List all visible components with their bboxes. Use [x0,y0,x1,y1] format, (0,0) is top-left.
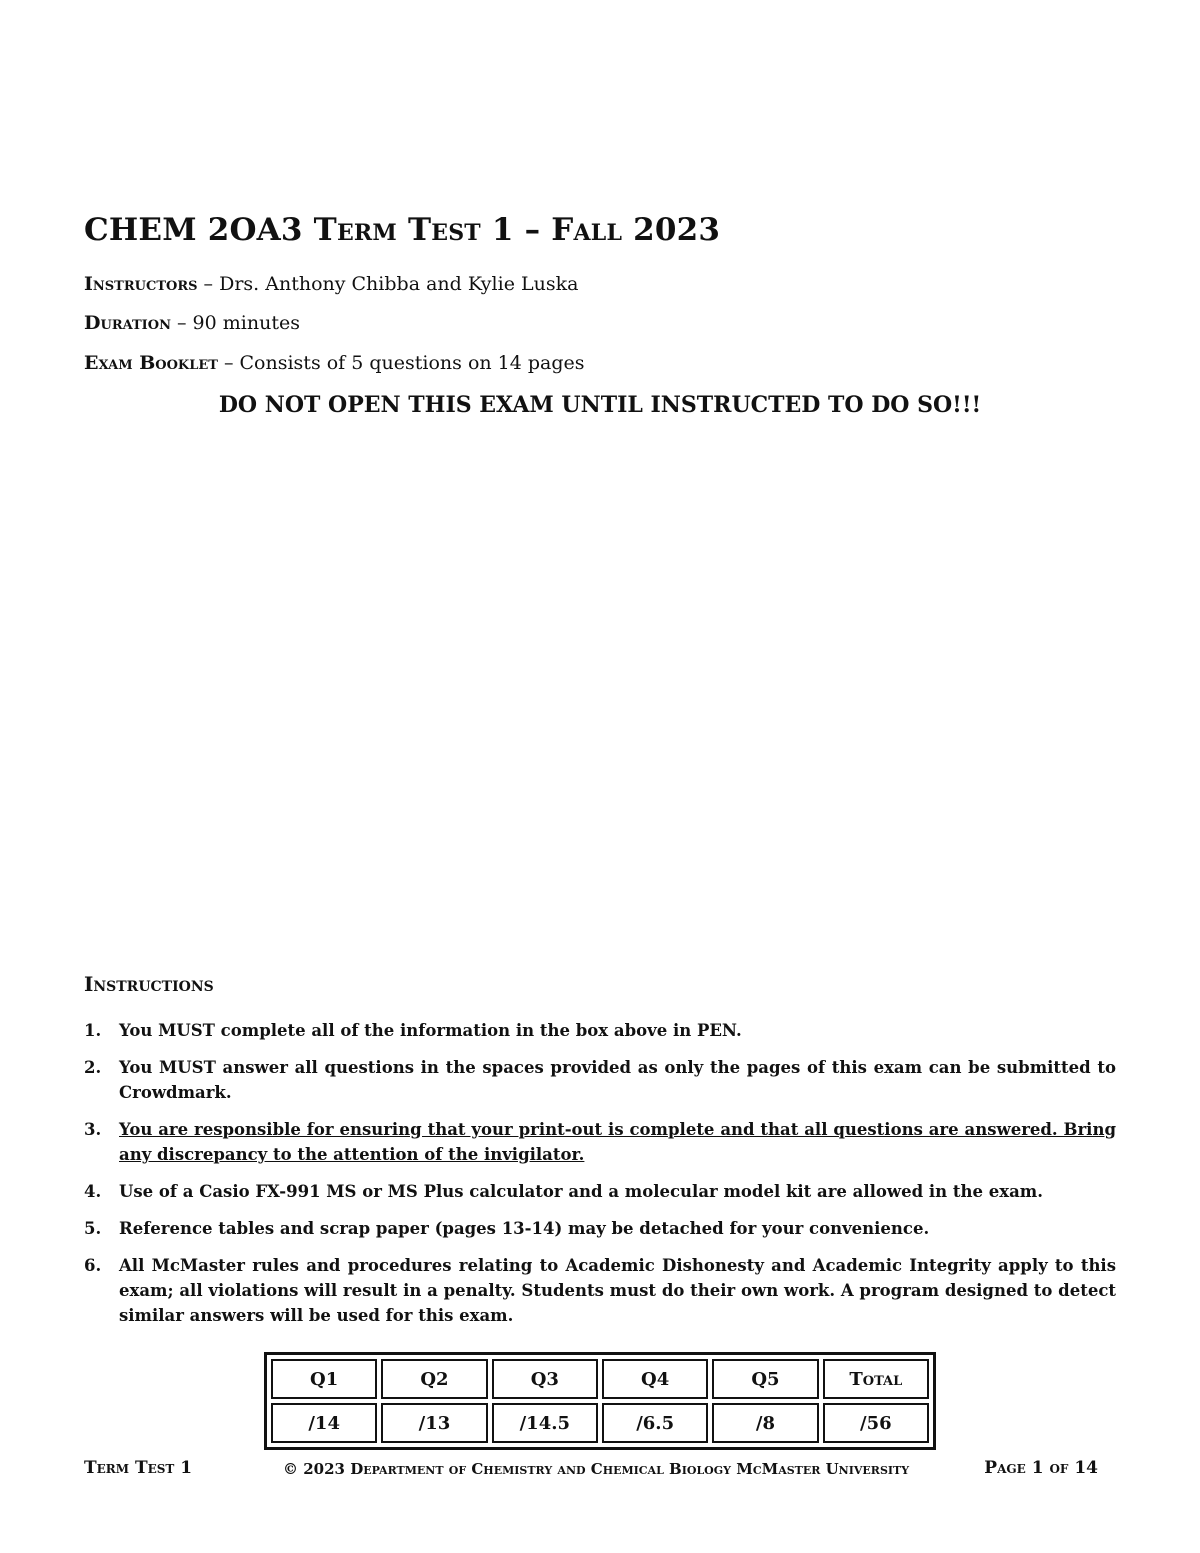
header-cell-q1: Q1 [271,1359,377,1399]
header-cell-total: Total [823,1359,929,1399]
score-cell-q2: /13 [381,1403,487,1443]
footer-test-name: Term Test 1 [84,1458,193,1478]
item-text: You MUST answer all questions in the spaces provided as only the pages of this exam can be submitted to Crowdmark. [119,1058,1116,1102]
list-item [84,1018,1116,1043]
list-item [84,1216,1116,1241]
exam-title: CHEM 2OA3 Term Test 1 – Fall 2023 [84,212,721,248]
header-cell-q4: Q4 [602,1359,708,1399]
header-cell-q2: Q2 [381,1359,487,1399]
item-text: You MUST complete all of the information in the box above in PEN. [119,1021,742,1040]
score-cell-total: /56 [823,1403,929,1443]
score-cell-q3: /14.5 [492,1403,598,1443]
score-cell-q4: /6.5 [602,1403,708,1443]
score-cell-q1: /14 [271,1403,377,1443]
list-item [84,1117,1116,1167]
item-text: You are responsible for ensuring that your print-out is complete and that all questions are answered. Bring any discrepancy to the attention of the invigilator. [119,1120,1116,1164]
header-cell-q3: Q3 [492,1359,598,1399]
header-cell-q5: Q5 [712,1359,818,1399]
instructions-heading: Instructions [84,972,214,996]
list-item [84,1055,1116,1105]
instructors-label: Instructors [84,273,198,295]
item-number: 4. [84,1182,102,1201]
list-item [84,1253,1116,1328]
footer-page-number: Page 1 of 14 [984,1458,1098,1478]
item-number: 6. [84,1256,102,1275]
instructors-value: – Drs. Anthony Chibba and Kylie Luska [197,273,579,295]
table-header-row [271,1359,929,1399]
do-not-open-warning: DO NOT OPEN THIS EXAM UNTIL INSTRUCTED TO DO SO!!! [218,392,982,418]
item-number: 2. [84,1058,102,1077]
marks-table [264,1352,936,1450]
booklet-value: – Consists of 5 questions on 14 pages [217,352,585,374]
item-text: All McMaster rules and procedures relating to Academic Dishonesty and Academic Integrity apply to this exam; all violations will result in a penalty. Students must do their own work. A program designed to detect similar answers will be used for this exam. [119,1256,1116,1325]
table-row [271,1403,929,1443]
booklet-line [84,352,585,374]
booklet-label: Exam Booklet [84,352,218,374]
item-number: 1. [84,1021,102,1040]
list-item [84,1179,1116,1204]
item-number: 3. [84,1120,102,1139]
duration-value: – 90 minutes [170,312,300,334]
item-number: 5. [84,1219,102,1238]
instructors-line [84,273,578,295]
duration-label: Duration [84,312,171,334]
duration-line [84,312,300,334]
item-text: Use of a Casio FX-991 MS or MS Plus calculator and a molecular model kit are allowed in the exam. [119,1182,1043,1201]
score-cell-q5: /8 [712,1403,818,1443]
footer-copyright: © 2023 Department of Chemistry and Chemical Biology McMaster University [283,1460,910,1478]
item-text: Reference tables and scrap paper (pages 13-14) may be detached for your convenience. [119,1219,930,1238]
instructions-list [84,1018,1116,1340]
